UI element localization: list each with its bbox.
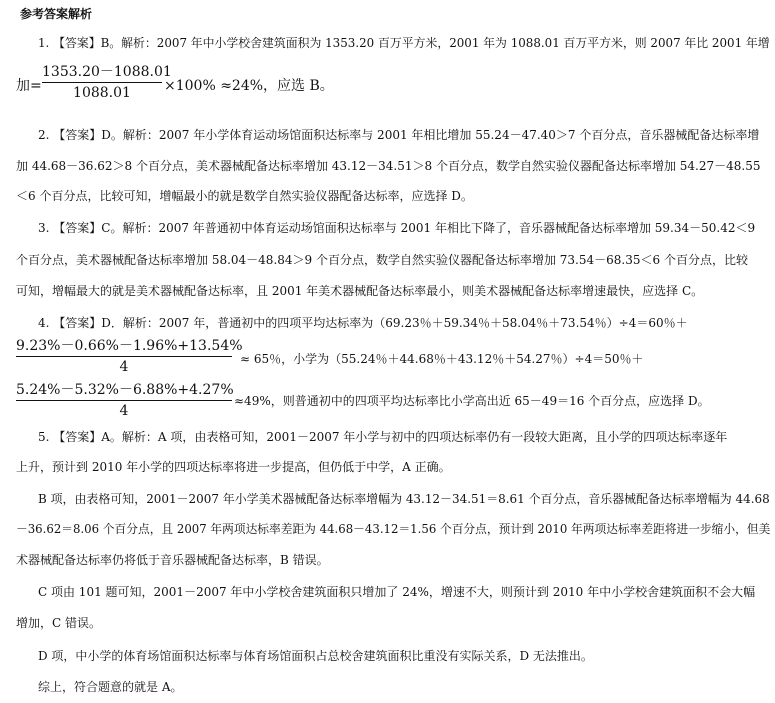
q3-line-1: 3. 【答案】C。解析：2007 年普通初中体育运动场馆面积达标率与 2001 年相比下降了，音乐器械配备达标率增加 59.34－50.42＜9: [38, 221, 756, 235]
q2-line-2: 加 44.68－36.62＞8 个百分点，美术器械配备达标率增加 43.12－34.51＞8 个百分点，数学自然实验仪器配备达标率增加 54.27－48.55: [16, 159, 761, 173]
q4-fraction-1: [16, 336, 243, 377]
q1-post: ×100% ≈24%，应选 B。: [164, 78, 334, 94]
q5-line-2: 上升，预计到 2010 年小学的四项达标率将进一步提高，但仍低于中学，A 正确。: [16, 460, 451, 474]
q4-post: ≈49%，则普通初中的四项平均达标率比小学高出近 65－49＝16 个百分点，应选择 D。: [234, 394, 710, 408]
q4-line-1: 4. 【答案】D．解析：2007 年，普通初中的四项平均达标率为（69.23％＋59.34％＋58.04％＋73.54％）÷4＝60％＋: [38, 316, 688, 330]
q5-option-b-line-2: －36.62＝8.06 个百分点，且 2007 年两项达标率差距为 44.68－43.12＝1.56 个百分点，预计到 2010 年两项达标率差距将进一步缩小，但美: [16, 522, 771, 536]
q1-fraction-denominator: 1088.01: [73, 85, 131, 101]
q4-mid: ≈ 65％，小学为（55.24％＋44.68％＋43.12％＋54.27％）÷4＝50％＋: [240, 352, 644, 366]
q3-line-2: 个百分点，美术器械配备达标率增加 58.04－48.84＞9 个百分点，数学自然实验仪器配备达标率增加 73.54－68.35＜6 个百分点，比较: [16, 253, 748, 267]
q5-line-1: 5. 【答案】A。解析：A 项，由表格可知，2001－2007 年小学与初中的四项达标率仍有一段较大距离，且小学的四项达标率逐年: [38, 430, 728, 444]
q5-option-b-line-1: B 项，由表格可知，2001－2007 年小学美术器械配备达标率增幅为 43.12－34.51＝8.61 个百分点，音乐器械配备达标率增幅为 44.68: [38, 492, 770, 506]
q2-line-1: 2. 【答案】D。解析：2007 年小学体育运动场馆面积达标率与 2001 年相比增加 55.24－47.40＞7 个百分点，音乐器械配备达标率增: [38, 128, 760, 142]
q5-conclusion: 综上，符合题意的就是 A。: [38, 680, 183, 694]
q1-fraction: [42, 62, 172, 103]
section-title: 参考答案解析: [20, 7, 93, 21]
q4-fraction-1-denominator: 4: [119, 359, 129, 375]
q3-line-3: 可知，增幅最大的就是美术器械配备达标率，且 2001 年美术器械配备达标率最小，则美术器械配备达标率增速最快，应选择 C。: [16, 284, 704, 298]
q5-option-b-line-3: 术器械配备达标率仍将低于音乐器械配备达标率，B 错误。: [16, 553, 329, 567]
q5-option-c-line-1: C 项由 101 题可知，2001－2007 年中小学校舍建筑面积只增加了 24%，增速不大，则预计到 2010 年中小学校舍建筑面积不会大幅: [38, 585, 756, 599]
q2-line-3: ＜6 个百分点，比较可知，增幅最小的就是数学自然实验仪器配备达标率，应选择 D。: [16, 189, 473, 203]
q4-fraction-2: [16, 380, 232, 421]
q1-line-1: 1. 【答案】B。解析：2007 年中小学校舍建筑面积为 1353.20 百万平方米，2001 年为 1088.01 百万平方米，则 2007 年比 2001 年增: [38, 36, 770, 50]
q5-option-c-line-2: 增加，C 错误。: [16, 616, 101, 630]
q4-fraction-1-numerator: 9.23%－0.66%－1.96%+13.54%: [16, 338, 243, 354]
q4-fraction-2-denominator: 4: [119, 403, 129, 419]
q4-fraction-2-numerator: 5.24%－5.32%－6.88%+4.27%: [16, 382, 234, 398]
q1-pre: 加=: [16, 78, 42, 94]
q1-fraction-numerator: 1353.20－1088.01: [42, 64, 172, 80]
q5-option-d: D 项，中小学的体育场馆面积达标率与体育场馆面积占总校舍建筑面积比重没有实际关系，D 无法推出。: [38, 649, 593, 663]
